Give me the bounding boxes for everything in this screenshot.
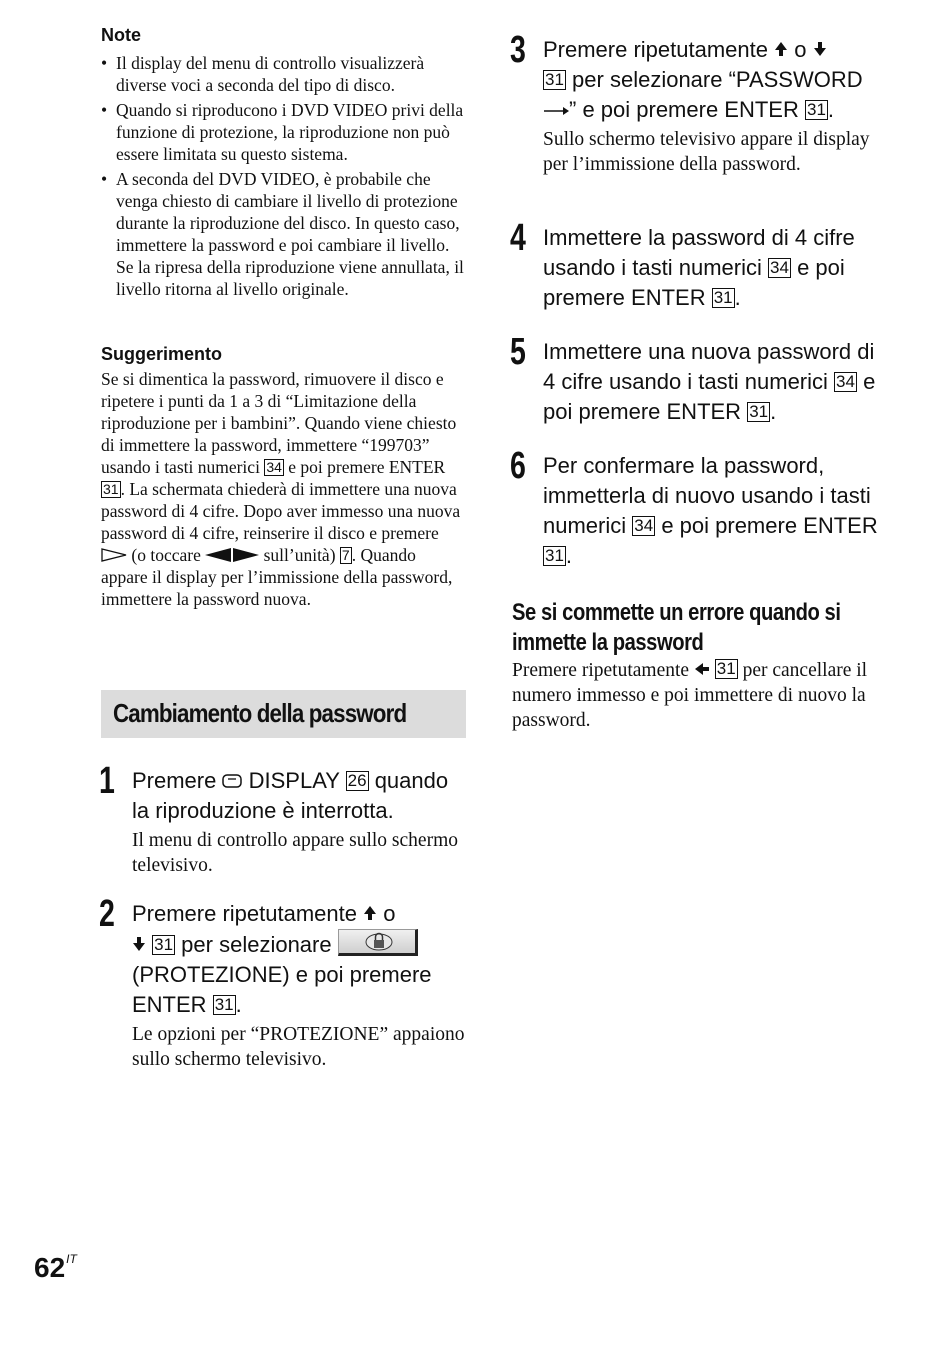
step-result: Le opzioni per “PROTEZIONE” appaiono sullo schermo televisivo. [132, 1024, 465, 1070]
ref-34: 34 [634, 516, 654, 535]
ref-31: 31 [713, 288, 733, 307]
ref-31: 31 [545, 546, 564, 565]
step-instruction: Premere DISPLAY 26 quando la riproduzione è interrotta. [132, 768, 449, 823]
page-language: IT [66, 1252, 77, 1266]
step-3 [510, 29, 882, 177]
arrow-left-icon [694, 660, 710, 681]
step-1 [99, 760, 466, 878]
ref-31: 31 [716, 659, 736, 678]
ref-31: 31 [154, 935, 174, 954]
arrow-up-icon [363, 901, 377, 926]
ref-34: 34 [770, 258, 789, 277]
ref-31: 31 [545, 70, 564, 89]
step-number: 5 [510, 331, 526, 373]
step-number: 1 [99, 760, 115, 802]
error-body: Premere ripetutamente 31 per cancellare il numero immesso e poi immettere di nuovo la password. [512, 659, 868, 731]
step-instruction: Premere ripetutamente o 31 per selezionare (PROTEZIONE) e poi premere ENTER 31. [132, 901, 432, 1017]
ref-31: 31 [749, 402, 769, 421]
bullet-icon: • [101, 100, 108, 120]
ref-31: 31 [103, 481, 119, 497]
step-number: 3 [510, 29, 526, 71]
step-6 [510, 445, 882, 571]
note-heading: Note [101, 25, 141, 45]
step-number: 6 [510, 445, 526, 487]
ref-34: 34 [266, 459, 282, 475]
arrow-down-icon [132, 932, 146, 957]
tip-body: Se si dimentica la password, rimuovere il disco e ripetere i punti da 1 a 3 di “Limitazione della riproduzione per i bambini”. Quando viene chiesto di immettere la password, immettere “199703” usando i tasti numerici 34 e poi premere ENTER 31 . La schermata chiederà di immettere una nuova password di 4 cifre. Dopo aver immesso una nuova password di 4 cifre, reinserire il disco e premere (o toccare sull’unità) 7 . Quando appare il display per l’immissione della password, immettere la password nuova. [101, 369, 461, 609]
step-number: 2 [99, 893, 115, 935]
step-number: 4 [510, 217, 526, 259]
arrow-right-icon [543, 97, 569, 122]
step-instruction: Premere ripetutamente o 31 per selezionare “PASSWORD ” e poi premere ENTER 31. [543, 37, 863, 122]
step-4 [510, 217, 882, 313]
ref-31: 31 [214, 995, 234, 1014]
step-2 [99, 893, 466, 1072]
note-item: • Quando si riproducono i DVD VIDEO privi della funzione di protezione, la riproduzione non può essere limitata su questo sistema. [101, 100, 464, 164]
bullet-icon: • [101, 53, 108, 73]
step-result: Il menu di controllo appare sullo schermo televisivo. [132, 830, 458, 876]
step-instruction: Immettere la password di 4 cifre usando i tasti numerici 34 e poi premere ENTER 31. [543, 225, 855, 310]
display-icon [222, 768, 242, 793]
step-instruction: Immettere una nuova password di 4 cifre usando i tasti numerici 34 e poi premere ENTER 31. [543, 339, 876, 424]
protection-menu-icon [338, 929, 418, 956]
notes-list [101, 52, 466, 303]
play-icon [101, 545, 127, 565]
step-instruction: Per confermare la password, immetterla di nuovo usando i tasti numerici 34 e poi premere ENTER 31. [543, 453, 878, 568]
error-heading: Se si commette un errore quando si immette la password [512, 599, 841, 656]
arrow-down-icon [813, 37, 827, 62]
play-pause-touch-icon [205, 545, 259, 565]
step-5 [510, 331, 882, 427]
ref-34: 34 [836, 372, 855, 391]
page-number: $62^{IT}$ [34, 1252, 77, 1283]
arrow-up-icon [774, 37, 788, 62]
section-header [101, 690, 466, 738]
note-item: • Il display del menu di controllo visualizzerà diverse voci a seconda del tipo di disco. [101, 53, 425, 95]
tip-heading: Suggerimento [101, 344, 223, 364]
note-item: • A seconda del DVD VIDEO, è probabile che venga chiesto di cambiare il livello di protezione durante la riproduzione del disco. In questo caso, immettere la password e poi cambiare il livello. Se la ripresa della riproduzione viene annullata, il livello ritorna al livello originale. [101, 169, 464, 299]
ref-31: 31 [806, 100, 826, 119]
bullet-icon: • [101, 169, 108, 189]
section-title: Cambiamento della password [113, 698, 407, 728]
ref-26: 26 [347, 771, 367, 790]
ref-7: 7 [341, 547, 350, 563]
step-result: Sullo schermo televisivo appare il display per l’immissione della password. [543, 129, 870, 175]
